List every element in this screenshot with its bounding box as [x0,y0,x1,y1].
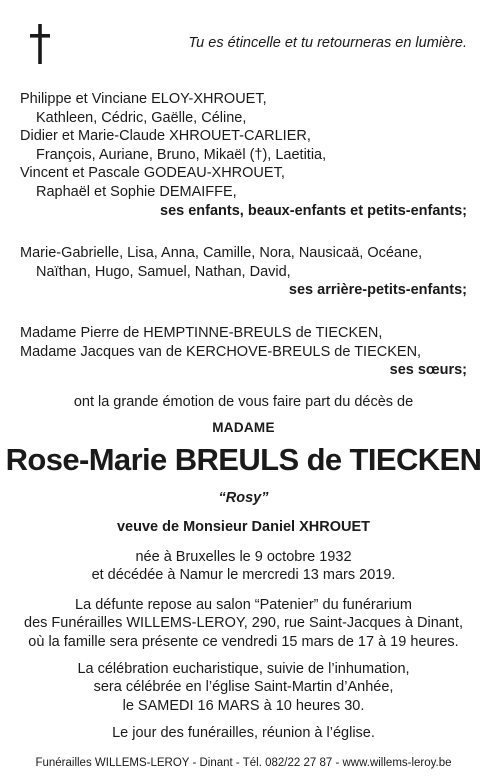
sisters-relation-label: ses sœurs; [389,362,467,379]
sisters-block [20,324,467,380]
great-grandchildren-relation-label: ses arrière-petits-enfants; [288,282,467,299]
announcement: ont la grande émotion de vous faire part du décès de [73,394,414,410]
family-line: Madame Jacques van de KERCHOVE-BREULS de TIECKEN, [20,343,422,360]
children-relation-label: ses enfants, beaux-enfants et petits-enfants; [160,202,467,219]
info-line: La défunte repose au salon “Patenier” du funérarium [75,597,412,613]
family-line: Kathleen, Cédric, Gaëlle, Céline, [36,109,247,126]
info-line: et décédée à Namur le mercredi 13 mars 2019. [91,567,396,584]
family-line: François, Auriane, Bruno, Mikaël (†), Laetitia, [36,146,327,163]
mass-info [0,660,487,715]
widow-of: veuve de Monsieur Daniel XHROUET [116,519,370,535]
family-line: Marie-Gabrielle, Lisa, Anna, Camille, Nora, Nausicaä, Océane, [20,245,423,261]
info-line: Le jour des funérailles, réunion à l’église. [112,725,375,741]
great-grandchildren-block [20,244,467,300]
info-line: le SAMEDI 16 MARS à 10 heures 30. [122,697,365,714]
info-line: La célébration eucharistique, suivie de l’inhumation, [77,661,410,677]
birth-death-info [0,548,487,585]
funeral-day-info [0,724,487,742]
info-line: où la famille sera présente ce vendredi 15 mars de 17 à 19 heures. [28,633,459,650]
nickname: “Rosy” [218,490,269,506]
epigraph: Tu es étincelle et tu retourneras en lumière. [188,35,467,51]
info-line: née à Bruxelles le 9 octobre 1932 [135,549,352,565]
funeral-home-footer: Funérailles WILLEMS-LEROY - Dinant - Tél. 082/22 27 87 - www.willems-leroy.be [35,757,452,769]
rest-info [0,596,487,651]
info-line: des Funérailles WILLEMS-LEROY, 290, rue Saint-Jacques à Dinant, [24,615,463,632]
family-line: Vincent et Pascale GODEAU-XHROUET, [20,165,285,182]
honorific-title: MADAME [212,420,275,435]
deceased-name: Rose-Marie BREULS de TIECKEN [5,442,482,477]
family-line: Raphaël et Sophie DEMAIFFE, [36,183,237,200]
cross-icon [30,24,50,64]
family-line: Naïthan, Hugo, Samuel, Nathan, David, [36,263,291,280]
family-line: Didier et Marie-Claude XHROUET-CARLIER, [20,128,311,145]
info-line: sera célébrée en l’église Saint-Martin d’Anhée, [93,679,394,696]
family-line: Madame Pierre de HEMPTINNE-BREULS de TIECKEN, [20,325,383,341]
family-line: Philippe et Vinciane ELOY-XHROUET, [20,91,267,107]
children-block [20,90,467,220]
